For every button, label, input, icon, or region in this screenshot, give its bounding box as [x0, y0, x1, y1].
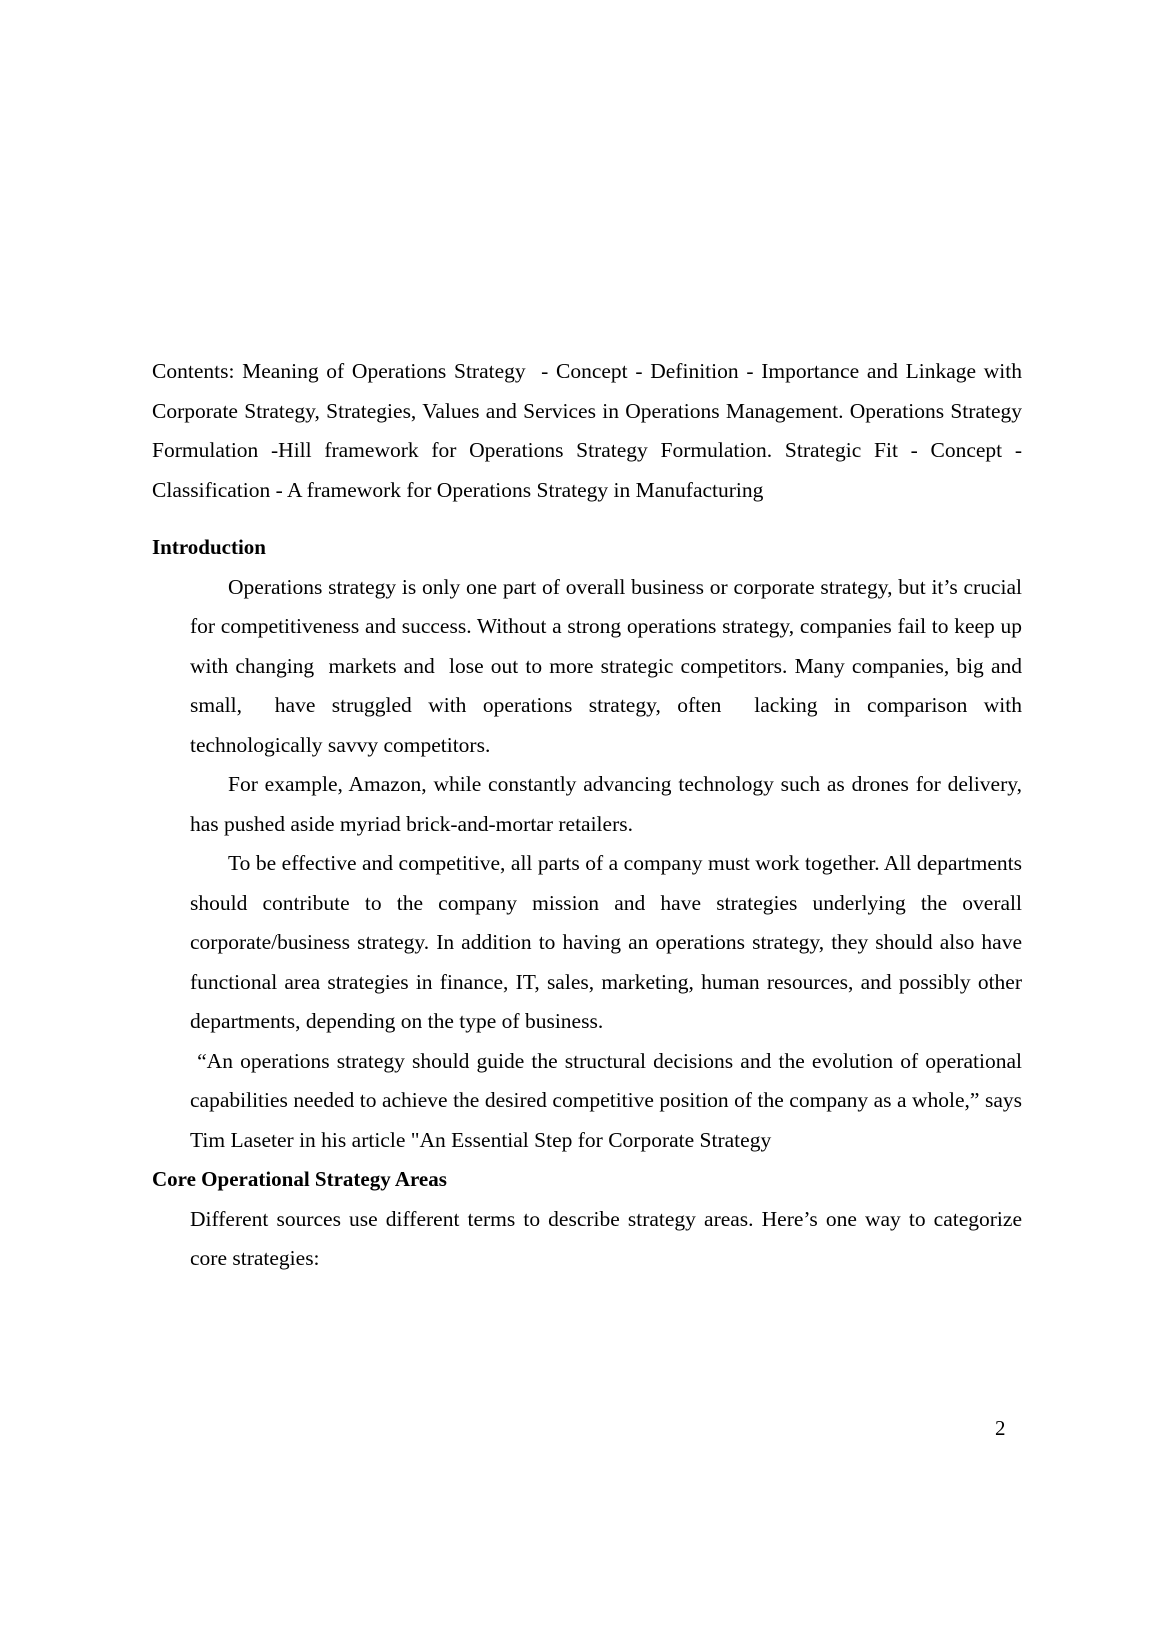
paragraph-quote: “An operations strategy should guide the structural decisions and the evolution of operational capabilities needed to achieve the desired competitive position of the company as a whole,” says Tim Laseter in his article "An Essential Step for Corporate Strategy — [190, 1048, 1028, 1152]
paragraph: Different sources use different terms to describe strategy areas. Here’s one way to categorize core strategies: — [190, 1206, 1028, 1270]
section-heading-introduction: Introduction — [152, 535, 266, 559]
document-body — [152, 352, 1033, 1279]
section-heading-core-operational-strategy-areas: Core Operational Strategy Areas — [152, 1167, 447, 1191]
introduction-paragraphs — [190, 568, 1033, 1161]
contents-paragraph: Contents: Meaning of Operations Strategy - Concept - Definition - Importance and Linkage with Corporate Strategy, Strategies, Values and Services in Operations Management. Operations Strategy Formulation -Hill framework for Operations Strategy Formulation. Strategic Fit - Concept - Classification - A framework for Operations Strategy in Manufacturing — [152, 359, 1028, 502]
paragraph: Operations strategy is only one part of overall business or corporate strategy, but it’s crucial for competitiveness and success. Without a strong operations strategy, companies fail to keep up with changing markets and lose out to more strategic competitors. Many companies, big and small, have struggled with operations strategy, often lacking in comparison with technologically savvy competitors. — [190, 574, 1033, 757]
page-number: 2 — [995, 1416, 1006, 1440]
paragraph: For example, Amazon, while constantly advancing technology such as drones for delivery, has pushed aside myriad brick-and-mortar retailers. — [190, 772, 1028, 836]
core-strategy-paragraphs — [190, 1200, 1028, 1279]
paragraph: To be effective and competitive, all parts of a company must work together. All departments should contribute to the company mission and have strategies underlying the overall corporate/business strategy. In addition to having an operations strategy, they should also have functional area strategies in finance, IT, sales, marketing, human resources, and possibly other departments, depending on the type of business. — [190, 851, 1028, 1033]
